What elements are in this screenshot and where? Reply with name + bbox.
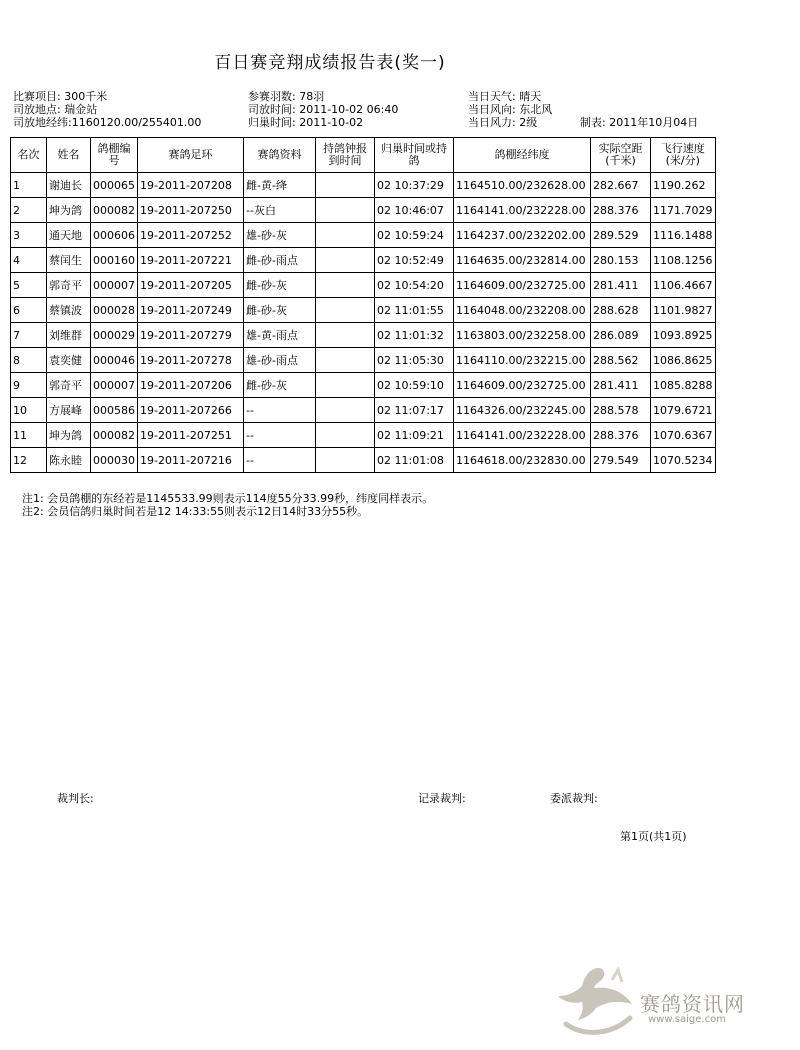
cell-rank: 5 <box>11 273 47 298</box>
cell-distance: 281.411 <box>591 273 651 298</box>
table-row <box>11 373 716 398</box>
cell-distance: 279.549 <box>591 448 651 473</box>
cell-ring: 19-2011-207208 <box>138 173 244 198</box>
cell-rank: 11 <box>11 423 47 448</box>
cell-loft-id: 000082 <box>91 198 138 223</box>
race-item: 比赛项目: 300千米 <box>13 90 108 103</box>
cell-loft-coords: 1164609.00/232725.00 <box>454 373 591 398</box>
header-name: 姓名 <box>47 138 91 173</box>
cell-ring: 19-2011-207216 <box>138 448 244 473</box>
cell-bird-info: -- <box>244 423 316 448</box>
cell-clock-time <box>316 348 375 373</box>
race-info-middle <box>248 90 398 129</box>
cell-name: 通天地 <box>47 223 91 248</box>
cell-return-time: 02 11:01:55 <box>375 298 454 323</box>
cell-return-time: 02 10:52:49 <box>375 248 454 273</box>
cell-rank: 2 <box>11 198 47 223</box>
cell-distance: 288.376 <box>591 423 651 448</box>
cell-clock-time <box>316 223 375 248</box>
cell-name: 坤为鸽 <box>47 423 91 448</box>
cell-loft-coords: 1164618.00/232830.00 <box>454 448 591 473</box>
release-coordinates: 司放地经纬:1160120.00/255401.00 <box>13 116 202 129</box>
cell-return-time: 02 11:01:32 <box>375 323 454 348</box>
cell-bird-info: 雄-砂-雨点 <box>244 348 316 373</box>
cell-return-time: 02 11:01:08 <box>375 448 454 473</box>
cell-distance: 288.562 <box>591 348 651 373</box>
cell-name: 坤为鸽 <box>47 198 91 223</box>
header-bird-info: 赛鸽资料 <box>244 138 316 173</box>
cell-return-time: 02 10:59:24 <box>375 223 454 248</box>
cell-speed: 1079.6721 <box>651 398 716 423</box>
race-info-left <box>13 90 201 129</box>
cell-rank: 9 <box>11 373 47 398</box>
cell-speed: 1085.8288 <box>651 373 716 398</box>
cell-return-time: 02 11:09:21 <box>375 423 454 448</box>
table-header-row <box>11 138 716 173</box>
cell-clock-time <box>316 423 375 448</box>
race-info-right <box>468 90 552 129</box>
cell-loft-id: 000029 <box>91 323 138 348</box>
cell-clock-time <box>316 373 375 398</box>
cell-loft-coords: 1163803.00/232258.00 <box>454 323 591 348</box>
logo-site: www.saige.com <box>648 1014 726 1025</box>
table-row <box>11 173 716 198</box>
cell-rank: 1 <box>11 173 47 198</box>
cell-name: 蔡闰生 <box>47 248 91 273</box>
entries-count: 参赛羽数: 78羽 <box>248 90 325 103</box>
cell-name: 陈永睦 <box>47 448 91 473</box>
cell-distance: 280.153 <box>591 248 651 273</box>
cell-distance: 288.578 <box>591 398 651 423</box>
header-speed: 飞行速度(米/分) <box>651 138 716 173</box>
cell-name: 郭奇平 <box>47 273 91 298</box>
cell-loft-coords: 1164635.00/232814.00 <box>454 248 591 273</box>
cell-speed: 1093.8925 <box>651 323 716 348</box>
cell-rank: 6 <box>11 298 47 323</box>
cell-speed: 1101.9827 <box>651 298 716 323</box>
cell-loft-id: 000160 <box>91 248 138 273</box>
header-loft-coords: 鸽棚经纬度 <box>454 138 591 173</box>
note-2: 注2: 会员信鸽归巢时间若是12 14:33:55则表示12日14时33分55秒。 <box>22 505 369 518</box>
cell-distance: 281.411 <box>591 373 651 398</box>
cell-loft-coords: 1164048.00/232208.00 <box>454 298 591 323</box>
cell-clock-time <box>316 323 375 348</box>
cell-bird-info: -- <box>244 448 316 473</box>
table-row <box>11 323 716 348</box>
cell-speed: 1190.262 <box>651 173 716 198</box>
header-ring: 赛鸽足环 <box>138 138 244 173</box>
cell-bird-info: 雄-砂-灰 <box>244 223 316 248</box>
wind-force: 当日风力: 2级 <box>468 116 538 129</box>
table-row <box>11 298 716 323</box>
cell-bird-info: 雄-黄-雨点 <box>244 323 316 348</box>
cell-loft-coords: 1164141.00/232228.00 <box>454 198 591 223</box>
cell-loft-id: 000065 <box>91 173 138 198</box>
cell-ring: 19-2011-207205 <box>138 273 244 298</box>
cell-loft-coords: 1164326.00/232245.00 <box>454 398 591 423</box>
cell-speed: 1070.5234 <box>651 448 716 473</box>
cell-loft-id: 000007 <box>91 373 138 398</box>
cell-loft-coords: 1164141.00/232228.00 <box>454 423 591 448</box>
release-time: 司放时间: 2011-10-02 06:40 <box>248 103 399 116</box>
cell-ring: 19-2011-207249 <box>138 298 244 323</box>
table-row <box>11 223 716 248</box>
cell-ring: 19-2011-207278 <box>138 348 244 373</box>
cell-clock-time <box>316 398 375 423</box>
cell-clock-time <box>316 198 375 223</box>
table-row <box>11 248 716 273</box>
pigeon-logo-icon <box>552 962 642 1042</box>
cell-bird-info: 雌-砂-灰 <box>244 373 316 398</box>
notes <box>22 492 433 518</box>
cell-rank: 3 <box>11 223 47 248</box>
cell-name: 袁奕健 <box>47 348 91 373</box>
cell-loft-id: 000028 <box>91 298 138 323</box>
cell-bird-info: -- <box>244 398 316 423</box>
cell-ring: 19-2011-207279 <box>138 323 244 348</box>
cell-rank: 8 <box>11 348 47 373</box>
cell-loft-id: 000030 <box>91 448 138 473</box>
return-time: 归巢时间: 2011-10-02 <box>248 116 364 129</box>
made-date: 制表: 2011年10月04日 <box>580 116 699 129</box>
recorder-judge-label: 记录裁判: <box>418 792 466 805</box>
cell-ring: 19-2011-207250 <box>138 198 244 223</box>
appointed-judge-label: 委派裁判: <box>550 792 598 805</box>
cell-distance: 289.529 <box>591 223 651 248</box>
cell-clock-time <box>316 273 375 298</box>
cell-clock-time <box>316 298 375 323</box>
cell-loft-id: 000046 <box>91 348 138 373</box>
table-row <box>11 273 716 298</box>
cell-clock-time <box>316 173 375 198</box>
release-location: 司放地点: 瑞金站 <box>13 103 98 116</box>
cell-ring: 19-2011-207221 <box>138 248 244 273</box>
cell-bird-info: 雌-砂-灰 <box>244 298 316 323</box>
cell-speed: 1106.4667 <box>651 273 716 298</box>
cell-speed: 1070.6367 <box>651 423 716 448</box>
table-row <box>11 448 716 473</box>
cell-ring: 19-2011-207252 <box>138 223 244 248</box>
cell-loft-coords: 1164110.00/232215.00 <box>454 348 591 373</box>
cell-rank: 10 <box>11 398 47 423</box>
cell-rank: 7 <box>11 323 47 348</box>
cell-name: 方展峰 <box>47 398 91 423</box>
cell-distance: 288.376 <box>591 198 651 223</box>
cell-speed: 1116.1488 <box>651 223 716 248</box>
wind-direction: 当日风向: 东北风 <box>468 103 553 116</box>
cell-clock-time <box>316 248 375 273</box>
cell-loft-coords: 1164510.00/232628.00 <box>454 173 591 198</box>
weather: 当日天气: 晴天 <box>468 90 542 103</box>
chief-judge-label: 裁判长: <box>57 792 94 805</box>
cell-return-time: 02 11:05:30 <box>375 348 454 373</box>
cell-speed: 1086.8625 <box>651 348 716 373</box>
cell-return-time: 02 10:54:20 <box>375 273 454 298</box>
cell-return-time: 02 11:07:17 <box>375 398 454 423</box>
cell-name: 郭奇平 <box>47 373 91 398</box>
results-table <box>10 137 716 473</box>
cell-return-time: 02 10:59:10 <box>375 373 454 398</box>
cell-name: 谢迪长 <box>47 173 91 198</box>
cell-distance: 286.089 <box>591 323 651 348</box>
cell-return-time: 02 10:46:07 <box>375 198 454 223</box>
cell-clock-time <box>316 448 375 473</box>
header-return-time: 归巢时间或持鸽 <box>375 138 454 173</box>
cell-distance: 282.667 <box>591 173 651 198</box>
header-clock-time: 持鸽钟报到时间 <box>316 138 375 173</box>
page-number: 第1页(共1页) <box>620 830 687 843</box>
table-row <box>11 198 716 223</box>
cell-bird-info: 雌-砂-灰 <box>244 273 316 298</box>
cell-speed: 1108.1256 <box>651 248 716 273</box>
cell-loft-coords: 1164609.00/232725.00 <box>454 273 591 298</box>
cell-loft-id: 000606 <box>91 223 138 248</box>
table-row <box>11 348 716 373</box>
cell-name: 蔡镇波 <box>47 298 91 323</box>
cell-ring: 19-2011-207266 <box>138 398 244 423</box>
table-row <box>11 398 716 423</box>
cell-rank: 4 <box>11 248 47 273</box>
note-1: 注1: 会员鸽棚的东经若是1145533.99则表示114度55分33.99秒，纬度同样表示。 <box>22 492 434 505</box>
cell-bird-info: 雌-黄-绛 <box>244 173 316 198</box>
cell-name: 刘维群 <box>47 323 91 348</box>
cell-loft-id: 000007 <box>91 273 138 298</box>
cell-bird-info: --灰白 <box>244 198 316 223</box>
watermark-logo <box>552 962 792 1042</box>
cell-bird-info: 雌-砂-雨点 <box>244 248 316 273</box>
cell-loft-id: 000586 <box>91 398 138 423</box>
cell-ring: 19-2011-207251 <box>138 423 244 448</box>
header-loft-id: 鸽棚编号 <box>91 138 138 173</box>
report-title: 百日赛竞翔成绩报告表(奖一) <box>214 53 446 73</box>
table-row <box>11 423 716 448</box>
cell-distance: 288.628 <box>591 298 651 323</box>
cell-loft-coords: 1164237.00/232202.00 <box>454 223 591 248</box>
header-distance: 实际空距(千米) <box>591 138 651 173</box>
cell-ring: 19-2011-207206 <box>138 373 244 398</box>
cell-loft-id: 000082 <box>91 423 138 448</box>
cell-rank: 12 <box>11 448 47 473</box>
header-rank: 名次 <box>11 138 47 173</box>
cell-return-time: 02 10:37:29 <box>375 173 454 198</box>
logo-brand: 赛鸽资讯网 <box>640 992 745 1016</box>
cell-speed: 1171.7029 <box>651 198 716 223</box>
